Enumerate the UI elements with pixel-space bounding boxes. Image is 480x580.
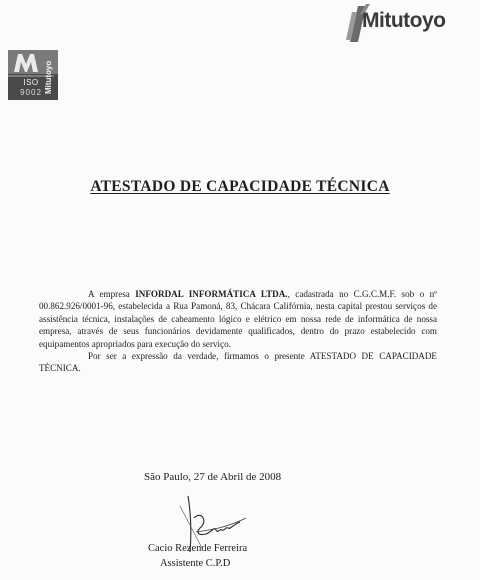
body-paragraph-2: Por ser a expressão da verdade, firmamos o presente ATESTADO DE CAPACIDADE TÉCNICA. <box>39 351 437 374</box>
paragraph-intro: A empresa <box>88 289 136 299</box>
iso-seal <box>8 50 58 100</box>
logo-wordmark: Mitutoyo <box>362 9 446 32</box>
body-paragraph-1 <box>39 288 437 350</box>
iso-seal-number: 9002 <box>20 88 42 97</box>
company-name: INFORDAL INFORMÁTICA LTDA. <box>135 289 288 299</box>
paragraph-rest: , cadastrada no C.G.C.M.F. sob o nº 00.862.926/0001-96, estabelecida a Rua Pamoná, 83, Chácara Califórnia, nesta capital prestou serviços de assistência técnica, instalações de cabeamento lógico e elétrico em nossa rede de informática de nossa empresa, através de seus funcionários devidamente qualificados, dentro do prazo estabelecido com equipamentos apropriados para execução do serviço. <box>39 289 437 349</box>
place-date: São Paulo, 27 de Abril de 2008 <box>144 471 282 483</box>
document-body <box>39 288 437 375</box>
signer-role: Assistente C.P.D <box>160 558 231 569</box>
iso-seal-brand: Mitutoyo <box>44 60 53 94</box>
signer-name: Cacio Rezende Ferreira <box>148 543 248 554</box>
mitutoyo-logo <box>344 2 480 46</box>
document-title: ATESTADO DE CAPACIDADE TÉCNICA <box>90 178 390 195</box>
iso-seal-standard: ISO <box>23 78 39 87</box>
